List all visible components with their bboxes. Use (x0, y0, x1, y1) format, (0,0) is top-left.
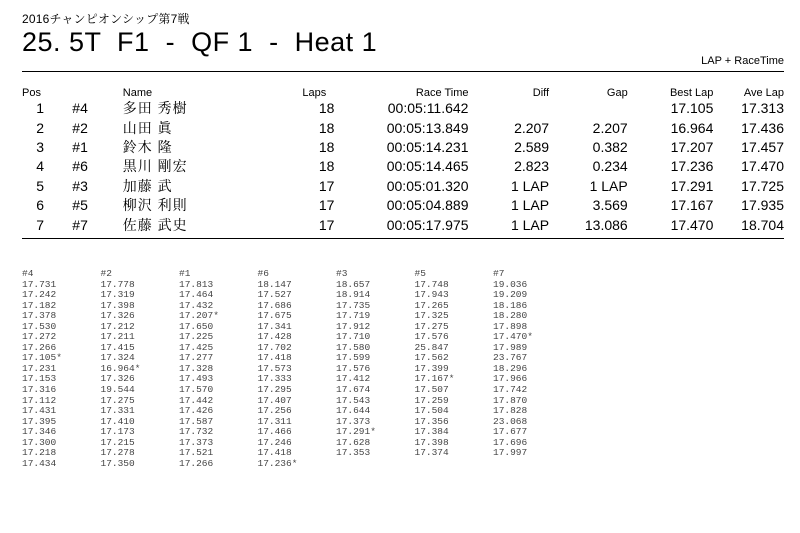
gap-cell: 1 LAP (589, 177, 628, 194)
car-number-cell: #1 (72, 138, 88, 155)
driver-name-cell: 柳沢 利則 (122, 197, 188, 214)
lap-time: 17.943 (414, 289, 449, 301)
race-time-cell: 00:05:14.465 (386, 158, 469, 175)
ave-lap-cell: 17.935 (741, 197, 784, 214)
driver-name-cell: 多田 秀樹 (122, 100, 188, 117)
lap-time: 17.277 (179, 352, 214, 364)
lap-time: 17.256 (257, 405, 292, 417)
lap-time: 17.167* (414, 373, 455, 385)
lap-time: 17.813 (179, 278, 214, 290)
lap-time: 17.112 (22, 394, 57, 406)
best-lap-cell: 17.105 (670, 100, 714, 117)
lap-time: 17.326 (100, 373, 135, 385)
lap-time: 17.426 (179, 405, 214, 417)
lap-time: 17.259 (414, 394, 449, 406)
lap-time: 17.432 (179, 299, 214, 311)
lap-time: 17.153 (22, 373, 57, 385)
lap-time: 17.231 (22, 362, 57, 374)
lap-time: 19.036 (493, 278, 528, 290)
result-row (22, 196, 784, 215)
lap-time: 17.493 (179, 373, 214, 385)
lap-time: 17.464 (179, 289, 214, 301)
lap-time: 17.425 (179, 341, 214, 353)
lap-time: 17.242 (22, 289, 57, 301)
lap-time: 17.236* (257, 457, 298, 469)
lap-column (493, 269, 572, 469)
pos-cell: 1 (36, 100, 45, 117)
ave-lap-cell: 17.725 (741, 177, 784, 194)
lap-time: 17.543 (336, 394, 371, 406)
lap-time: 17.644 (336, 405, 371, 417)
lap-time: 17.628 (336, 436, 371, 448)
lap-time: 18.186 (493, 299, 528, 311)
lap-time: 17.356 (414, 415, 449, 427)
laps-cell: 18 (318, 158, 335, 175)
lap-column (101, 269, 180, 469)
car-number-cell: #5 (72, 197, 88, 214)
lap-time: 23.068 (493, 415, 528, 427)
pos-cell: 2 (36, 119, 45, 136)
lap-time: 17.173 (100, 426, 135, 438)
lap-time: 17.333 (257, 373, 292, 385)
lap-time: 17.373 (336, 415, 371, 427)
lap-time: 17.324 (100, 352, 135, 364)
col-diff-header: Diff (532, 87, 550, 99)
pos-cell: 4 (36, 158, 45, 175)
col-no-header (58, 85, 123, 99)
driver-name-cell: 山田 眞 (122, 119, 173, 136)
result-row (22, 177, 784, 196)
result-row (22, 138, 784, 157)
lap-column (415, 269, 494, 469)
lap-time: 17.410 (100, 415, 135, 427)
lap-time: 17.225 (179, 331, 214, 343)
laps-cell: 18 (318, 100, 335, 117)
lap-time: 17.599 (336, 352, 371, 364)
lap-time: 19.544 (100, 384, 135, 396)
lap-time: 17.570 (179, 384, 214, 396)
results-divider (22, 238, 784, 239)
lap-time: 17.207* (179, 310, 219, 322)
driver-name-cell: 鈴木 隆 (122, 138, 173, 155)
best-lap-cell: 16.964 (670, 119, 714, 136)
lap-time: 17.384 (414, 426, 449, 438)
race-time-cell: 00:05:01.320 (386, 177, 469, 194)
diff-cell: 1 LAP (510, 177, 550, 194)
race-time-cell: 00:05:13.849 (386, 119, 469, 136)
lap-time: 18.296 (493, 362, 528, 374)
lap-time: 17.719 (336, 310, 371, 322)
laps-cell: 18 (318, 119, 335, 136)
gap-cell: 0.234 (592, 158, 628, 175)
lap-time: 17.466 (257, 426, 292, 438)
pos-cell: 3 (36, 138, 45, 155)
lap-column-car-number: #5 (414, 268, 426, 279)
lap-time: 17.291* (336, 426, 376, 438)
lap-column-car-number: #4 (22, 268, 34, 279)
ave-lap-cell: 18.704 (741, 216, 784, 233)
lap-time: 17.266 (22, 341, 57, 353)
col-ave-lap-header: Ave Lap (743, 87, 784, 99)
col-best-lap-header: Best Lap (669, 87, 714, 99)
best-lap-cell: 17.167 (670, 197, 714, 214)
best-lap-cell: 17.207 (670, 138, 714, 155)
laps-cell: 18 (318, 138, 335, 155)
driver-name-cell: 黒川 剛宏 (122, 158, 188, 175)
event-subtitle: 2016チャンピオンシップ第7戦 (22, 12, 190, 26)
lap-time: 17.507 (414, 384, 449, 396)
pos-cell: 7 (36, 216, 45, 233)
lap-time: 17.295 (257, 384, 292, 396)
pos-cell: 5 (36, 177, 45, 194)
results-header-row (22, 85, 784, 99)
lap-time: 23.767 (493, 352, 528, 364)
lap-time: 17.675 (257, 310, 292, 322)
best-lap-cell: 17.470 (670, 216, 714, 233)
lap-time: 17.275 (414, 320, 449, 332)
car-number-cell: #4 (72, 100, 88, 117)
lap-time: 17.504 (414, 405, 449, 417)
diff-cell (468, 99, 549, 118)
lap-time: 17.742 (493, 384, 528, 396)
lap-time: 17.870 (493, 394, 528, 406)
lap-time: 17.278 (100, 447, 135, 459)
lap-time: 17.731 (22, 278, 57, 290)
lap-time: 17.418 (257, 447, 292, 459)
results-table (22, 85, 784, 235)
lap-column (22, 269, 101, 469)
gap-cell: 3.569 (592, 197, 628, 214)
lap-time: 17.218 (22, 447, 57, 459)
diff-cell: 2.207 (514, 119, 550, 136)
lap-time: 17.997 (493, 447, 528, 459)
lap-time: 17.702 (257, 341, 292, 353)
lap-time: 17.442 (179, 394, 214, 406)
result-row (22, 215, 784, 234)
lap-time: 17.912 (336, 320, 371, 332)
lap-time: 18.657 (336, 278, 371, 290)
lap-time: 17.576 (336, 362, 371, 374)
lap-time: 17.587 (179, 415, 214, 427)
lap-time: 17.265 (414, 299, 449, 311)
lap-time: 17.562 (414, 352, 449, 364)
laps-cell: 17 (318, 177, 335, 194)
ave-lap-cell: 17.457 (741, 138, 784, 155)
diff-cell: 1 LAP (510, 197, 550, 214)
lap-time: 17.346 (22, 426, 57, 438)
lap-time: 17.674 (336, 384, 371, 396)
result-row (22, 157, 784, 176)
lap-time: 17.300 (22, 436, 57, 448)
lap-time: 17.686 (257, 299, 292, 311)
lap-time: 18.914 (336, 289, 371, 301)
lap-time: 17.182 (22, 299, 57, 311)
lap-time: 17.398 (414, 436, 449, 448)
lap-time: 17.399 (414, 362, 449, 374)
lap-time: 17.898 (493, 320, 528, 332)
lap-time: 17.415 (100, 341, 135, 353)
gap-cell: 13.086 (584, 216, 628, 233)
pos-cell: 6 (36, 197, 45, 214)
col-pos-header: Pos (22, 87, 41, 99)
lap-time: 17.395 (22, 415, 57, 427)
lap-times-grid (22, 269, 572, 469)
lap-column (258, 269, 337, 469)
lap-time: 17.374 (414, 447, 449, 459)
lap-time: 17.573 (257, 362, 292, 374)
lap-time: 17.373 (179, 436, 214, 448)
race-time-cell: 00:05:04.889 (386, 197, 469, 214)
gap-cell: 2.207 (592, 119, 628, 136)
lap-time: 17.989 (493, 341, 528, 353)
lap-column-car-number: #6 (257, 268, 269, 279)
race-time-cell: 00:05:17.975 (386, 216, 469, 233)
lap-time: 17.521 (179, 447, 214, 459)
lap-time: 17.527 (257, 289, 292, 301)
lap-time: 17.246 (257, 436, 292, 448)
driver-name-cell: 加藤 武 (122, 177, 173, 194)
race-time-cell: 00:05:14.231 (386, 138, 469, 155)
laps-cell: 17 (318, 197, 335, 214)
lap-time: 25.847 (414, 341, 449, 353)
lap-time: 17.428 (257, 331, 292, 343)
lap-time: 17.325 (414, 310, 449, 322)
lap-time: 17.212 (100, 320, 135, 332)
lap-time: 17.412 (336, 373, 371, 385)
col-laps-header: Laps (302, 87, 327, 99)
lap-column (179, 269, 258, 469)
lap-time: 16.964* (100, 362, 141, 374)
lap-time: 17.748 (414, 278, 449, 290)
lap-time: 17.272 (22, 331, 57, 343)
lap-time: 17.778 (100, 278, 135, 290)
laps-cell: 17 (318, 216, 335, 233)
best-lap-cell: 17.291 (670, 177, 714, 194)
lap-time: 17.677 (493, 426, 528, 438)
lap-time: 18.147 (257, 278, 292, 290)
col-gap-header: Gap (606, 87, 628, 99)
lap-time: 17.398 (100, 299, 135, 311)
lap-time: 18.280 (493, 310, 528, 322)
diff-cell: 1 LAP (510, 216, 550, 233)
lap-time: 17.316 (22, 384, 57, 396)
lap-column-car-number: #1 (179, 268, 191, 279)
lap-time: 17.266 (179, 457, 214, 469)
lap-column-car-number: #7 (493, 268, 505, 279)
lap-time: 17.211 (100, 331, 135, 343)
car-number-cell: #2 (72, 119, 88, 136)
lap-time: 17.735 (336, 299, 371, 311)
lap-time: 17.470* (493, 331, 533, 343)
lap-column (336, 269, 415, 469)
gap-cell (549, 99, 628, 118)
diff-cell: 2.823 (514, 158, 550, 175)
lap-time: 17.966 (493, 373, 528, 385)
lap-time: 19.209 (493, 289, 528, 301)
ave-lap-cell: 17.436 (741, 119, 784, 136)
lap-time: 17.326 (100, 310, 135, 322)
diff-cell: 2.589 (514, 138, 550, 155)
race-time-cell: 00:05:11.642 (387, 100, 469, 117)
lap-time: 17.215 (100, 436, 135, 448)
lap-time: 17.828 (493, 405, 528, 417)
lap-time: 17.650 (179, 320, 214, 332)
ave-lap-cell: 17.313 (741, 100, 784, 117)
result-row (22, 99, 784, 118)
col-race-time-header: Race Time (415, 87, 469, 99)
results-body (22, 99, 784, 235)
lap-time: 17.275 (100, 394, 135, 406)
driver-name-cell: 佐藤 武史 (122, 216, 188, 233)
lap-time: 17.378 (22, 310, 57, 322)
lap-column-car-number: #3 (336, 268, 348, 279)
lap-time: 17.696 (493, 436, 528, 448)
lap-time: 17.407 (257, 394, 292, 406)
heat-title: 25. 5T F1 - QF 1 - Heat 1 (22, 27, 378, 57)
lap-time: 17.331 (100, 405, 135, 417)
lap-time: 17.580 (336, 341, 371, 353)
result-row (22, 118, 784, 137)
car-number-cell: #3 (72, 177, 88, 194)
gap-cell: 0.382 (592, 138, 628, 155)
lap-time: 17.576 (414, 331, 449, 343)
format-label: LAP + RaceTime (701, 55, 784, 67)
lap-time: 17.328 (179, 362, 214, 374)
lap-time: 17.530 (22, 320, 57, 332)
lap-time: 17.311 (257, 415, 292, 427)
lap-column-car-number: #2 (100, 268, 112, 279)
lap-time: 17.710 (336, 331, 371, 343)
ave-lap-cell: 17.470 (741, 158, 784, 175)
car-number-cell: #7 (72, 216, 88, 233)
car-number-cell: #6 (72, 158, 88, 175)
col-name-header: Name (122, 87, 153, 99)
lap-time: 17.341 (257, 320, 292, 332)
lap-time: 17.105* (22, 352, 62, 364)
lap-time: 17.732 (179, 426, 214, 438)
lap-time: 17.418 (257, 352, 292, 364)
lap-time: 17.319 (100, 289, 135, 301)
lap-time: 17.350 (100, 457, 135, 469)
lap-time: 17.431 (22, 405, 57, 417)
lap-time: 17.434 (22, 457, 57, 469)
lap-time: 17.353 (336, 447, 371, 459)
header-divider (22, 71, 784, 72)
best-lap-cell: 17.236 (670, 158, 714, 175)
